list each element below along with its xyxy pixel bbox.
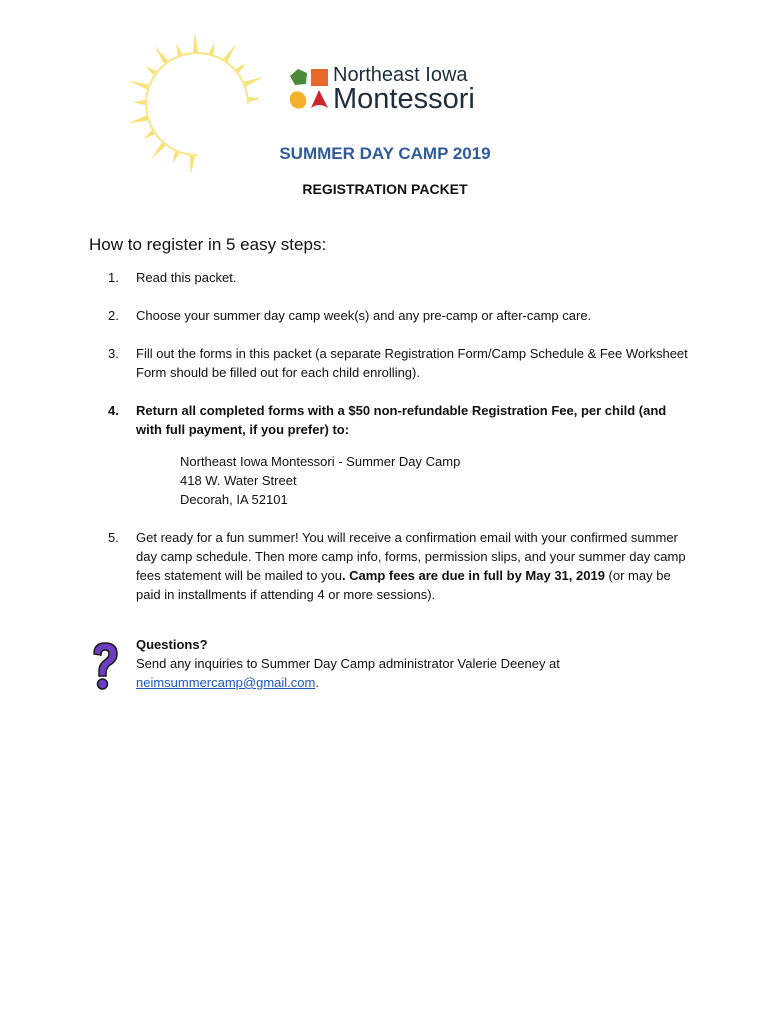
step-number: 2. — [108, 308, 119, 323]
step-text-part: (or may be paid in installments if attending 4 or more sessions). — [136, 568, 671, 602]
logo — [287, 64, 487, 116]
step-text: Read this packet. — [136, 270, 237, 285]
intro-heading: How to register in 5 easy steps: — [89, 235, 327, 254]
sun-ray — [209, 42, 215, 54]
questions-section — [136, 635, 656, 692]
sun-ray — [129, 81, 149, 90]
sun-ray — [176, 43, 182, 55]
logo-text-line2: Montessori — [333, 83, 475, 115]
step-number: 3. — [108, 346, 119, 361]
list-item — [89, 401, 689, 509]
list-item — [89, 344, 689, 382]
question-mark-icon — [88, 640, 122, 692]
due-date-text: . Camp fees are due in full by May 31, 2019 — [341, 568, 605, 583]
list-item — [89, 268, 689, 287]
sun-ray — [133, 100, 145, 105]
sun-ray — [223, 44, 236, 62]
step-number: 1. — [108, 270, 119, 285]
sun-ray — [244, 77, 264, 87]
page-title: SUMMER DAY CAMP 2019 — [279, 144, 491, 163]
sun-ray — [193, 32, 198, 52]
questions-text: Send any inquiries to Summer Day Camp administrator Valerie Deeney at — [136, 656, 560, 671]
email-link[interactable]: neimsummercamp@gmail.com — [136, 675, 316, 690]
list-item — [89, 306, 689, 325]
sun-ray — [249, 97, 261, 102]
logo-mark-icon — [287, 66, 333, 112]
step-text: Fill out the forms in this packet (a separate Registration Form/Camp Schedule & Fee Worksheet Form should be filled out for each child enrolling). — [136, 346, 688, 380]
step-text-part: Get ready for a fun summer! You will receive a confirmation email with your confirmed summer day camp schedule. Then more camp info, forms, permission slips, and your summer day camp fees statement will be mailed to you — [136, 530, 686, 583]
mailing-address — [180, 452, 689, 509]
list-item — [89, 528, 689, 604]
step-text: Choose your summer day camp week(s) and any pre-camp or after-camp care. — [136, 308, 592, 323]
address-line3: Decorah, IA 52101 — [180, 492, 288, 507]
sun-ray — [154, 46, 168, 64]
questions-heading: Questions? — [136, 637, 208, 652]
step-number: 4. — [108, 403, 119, 418]
sun-ray — [128, 116, 148, 124]
step-text — [136, 530, 686, 602]
logo-text-line1: Northeast Iowa — [333, 64, 468, 86]
step-text: Return all completed forms with a $50 non-refundable Registration Fee, per child (and with full payment, if you prefer) to: — [136, 403, 667, 437]
address-line1: Northeast Iowa Montessori - Summer Day Camp — [180, 454, 461, 469]
steps-list — [89, 268, 689, 623]
step-number: 5. — [108, 530, 119, 545]
address-line2: 418 W. Water Street — [180, 473, 297, 488]
sentence-end: . — [315, 675, 319, 690]
questions-contact — [136, 673, 656, 692]
page-subtitle: REGISTRATION PACKET — [302, 181, 468, 197]
